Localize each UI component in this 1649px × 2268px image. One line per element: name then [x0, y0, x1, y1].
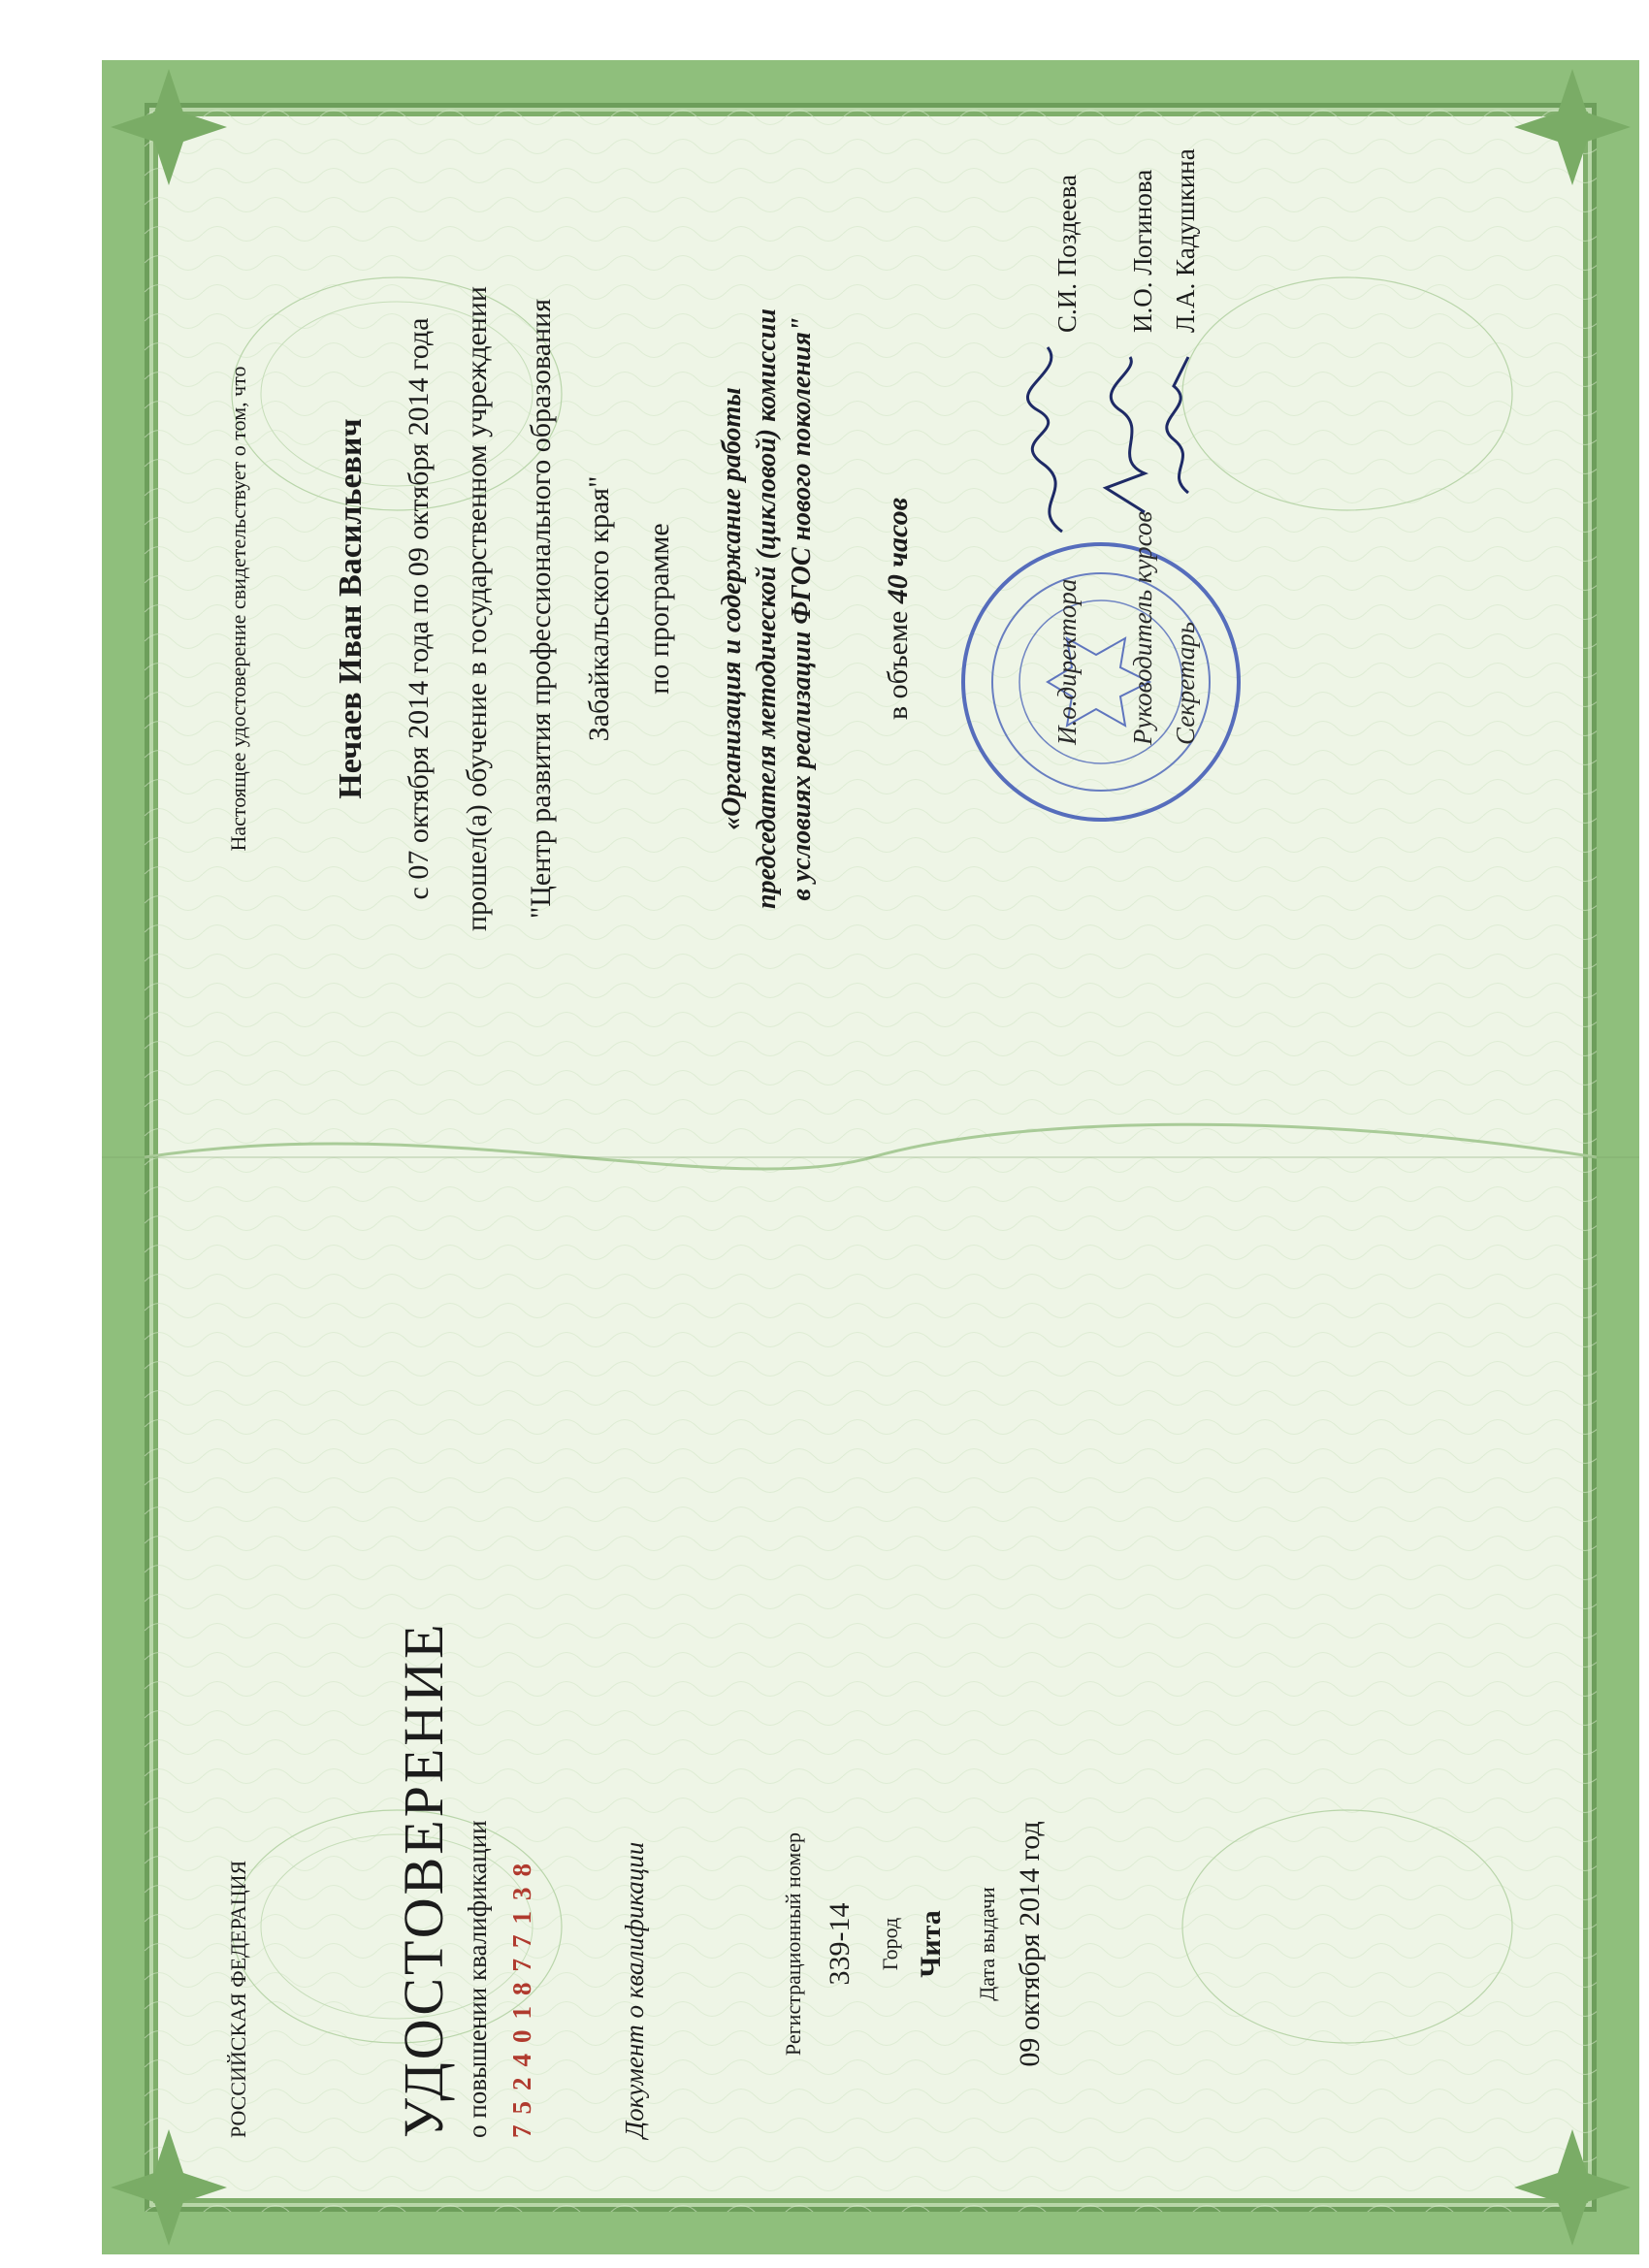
- training-statement: прошел(а) обучение в государственном учреждении: [461, 286, 493, 931]
- volume-line: [882, 60, 915, 1157]
- registration-number-label: Регистрационный номер: [781, 1831, 805, 2057]
- organization-line-1: "Центр развития профессионального образования: [525, 299, 557, 919]
- certificate-title: УДОСТОВЕРЕНИЕ: [392, 1621, 455, 2138]
- city-label: Город: [878, 1917, 902, 1971]
- program-title-line-2: председателя методической (цикловой) комиссии: [752, 308, 782, 909]
- signatory-role-director: И.о.директора: [1052, 578, 1082, 745]
- signatory-name-secretary: Л.А. Кадушкина: [1171, 148, 1200, 333]
- volume-hours: 40: [882, 574, 914, 604]
- volume-suffix: часов: [882, 497, 914, 567]
- program-title-line-1: «Организация и содержание работы: [717, 387, 747, 830]
- signatory-role-secretary: Секретарь: [1171, 621, 1200, 745]
- signature-course-head: [1101, 352, 1154, 517]
- country-label: РОССИЙСКАЯ ФЕДЕРАЦИЯ: [226, 1860, 250, 2138]
- certificate-content: [102, 60, 1639, 2254]
- certificate-document: [102, 60, 1639, 2254]
- serial-number: 752401877138: [507, 1853, 536, 2138]
- document-type: Документ о квалификации: [620, 1841, 649, 2138]
- city-value: Чита: [915, 1910, 947, 1978]
- signatory-role-course-head: Руководитель курсов: [1128, 510, 1157, 745]
- intro-text: Настоящее удостоверение свидетельствует о том, что: [226, 366, 250, 852]
- issue-date-label: Дата выдачи: [975, 1887, 999, 2001]
- left-page: [102, 1157, 1639, 2254]
- right-page: [102, 60, 1639, 1157]
- signature-secretary: [1159, 352, 1203, 498]
- holder-name: Нечаев Иван Васильевич: [333, 418, 369, 799]
- issue-date-value: 09 октября 2014 год: [1014, 1821, 1046, 2067]
- registration-number-value: 339-14: [824, 1902, 856, 1986]
- signature-director: [1023, 342, 1082, 536]
- program-label: по программе: [643, 523, 675, 695]
- organization-line-2: Забайкальского края": [583, 475, 615, 742]
- signatory-name-course-head: И.О. Логинова: [1128, 169, 1157, 333]
- signatory-name-director: С.И. Поздеева: [1052, 174, 1082, 333]
- volume-prefix: в объеме: [882, 610, 914, 721]
- training-period: с 07 октября 2014 года по 09 октября 2014 года: [403, 317, 435, 900]
- official-stamp: [955, 536, 1246, 827]
- certificate-subtitle: о повышении квалификации: [463, 1820, 492, 2138]
- program-title-line-3: в условиях реализации ФГОС нового поколения": [787, 316, 817, 901]
